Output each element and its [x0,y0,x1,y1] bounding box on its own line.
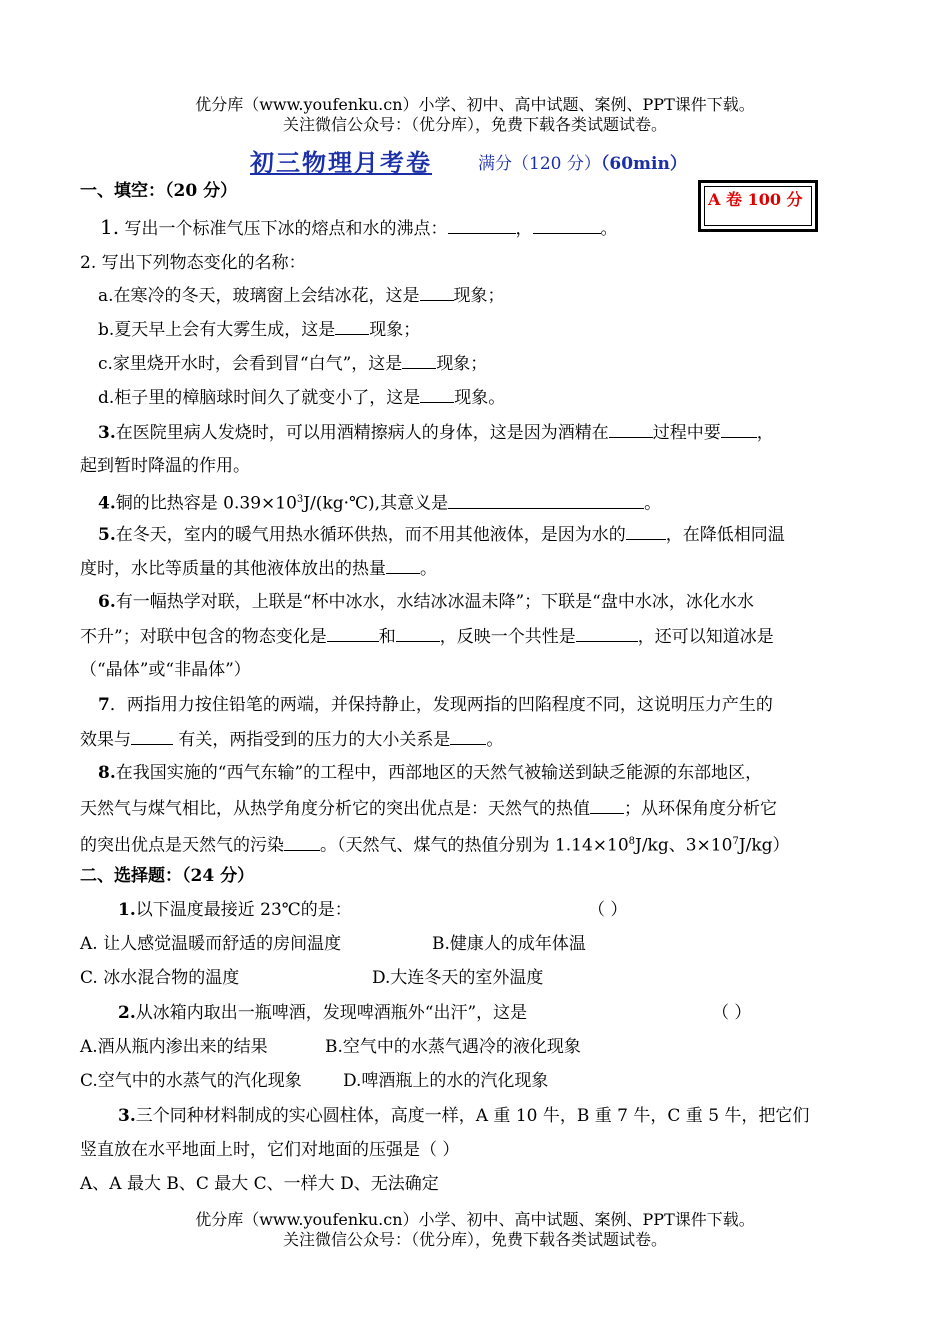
s2-q3-options[interactable]: A、A 最大 B、C 最大 C、一样大 D、无法确定 [80,1174,439,1194]
s1-q8-sup1: 8 [628,836,636,847]
s1-q4-end: 。 [644,493,662,514]
s1-q3 [98,421,774,444]
s1-q3-a: 在医院里病人发烧时，可以用酒精擦病人的身体，这是因为酒精在 [115,423,609,443]
blank[interactable] [131,728,173,745]
s1-q8-g: J/kg） [738,835,790,856]
s1-q2-a-post: 现象； [453,286,505,306]
s1-q2-b-pre: b.夏天早上会有大雾生成，这是 [98,320,336,340]
s1-q2-d-post: 现象。 [454,388,506,408]
s2-q1-stem-text: 以下温度最接近 23℃的是： [135,900,352,920]
s1-q7-num: 7 [98,695,110,715]
s2-q2-option-a[interactable]: A.酒从瓶内渗出来的结果 [80,1037,268,1057]
s1-q8-d: 的突出优点是天然气的污染 [80,835,284,856]
s1-q2-b [98,318,420,341]
blank[interactable] [396,625,440,642]
paper-a-badge [698,180,818,232]
blank[interactable] [386,557,420,574]
time-limit: （60min） [600,154,687,174]
score-note [478,152,687,176]
s2-q1-option-b[interactable]: B.健康人的成年体温 [432,934,586,954]
s1-q8-line2 [80,797,777,820]
s2-q1-num: 1. [118,900,136,920]
s1-q6-line3: （“晶体”或“非晶体”） [80,660,251,680]
blank[interactable] [448,217,516,234]
s2-q3-num: 3. [118,1106,136,1126]
section2-heading: 二、选择题：（24 分） [80,866,255,886]
blank[interactable] [420,386,454,403]
s1-q4-a: 铜的比热容是 0.39×10 [115,493,297,514]
s1-q5-end: 。 [420,559,437,579]
s1-q2-a [98,284,505,307]
s1-q7-b: 效果与 [80,730,131,750]
s1-q8-line3 [80,831,790,857]
blank[interactable] [402,352,436,369]
footer-line-2: 关注微信公众号：（优分库），免费下载各类试题试卷。 [282,1230,667,1249]
s2-q2-num: 2. [118,1003,136,1023]
s2-q3-stem-line2: 竖直放在水平地面上时，它们对地面的压强是（ ） [80,1140,460,1160]
s2-q2-stem [118,1002,527,1024]
s1-q7-c: 有关，两指受到的压力的大小关系是 [173,730,451,750]
s1-q6-a: 有一幅热学对联，上联是“杯中冰水，水结冰冰温未降”；下联是“盘中水冰，冰化水水 [115,592,754,612]
s1-q5-line2 [80,557,437,580]
blank[interactable] [533,217,601,234]
s1-q1 [100,216,618,240]
s2-q1-option-c[interactable]: C. 冰水混合物的温度 [80,968,240,988]
paper-a-badge-label: A 卷 100 分 [708,190,803,209]
s1-q5 [98,523,785,546]
blank[interactable] [335,318,369,335]
s1-q7-end: 。 [486,730,504,750]
s1-q2-d-pre: d.柜子里的樟脑球时间久了就变小了，这是 [98,388,421,408]
s1-q3-c: ， [756,423,774,443]
s1-q7-a: ．两指用力按住铅笔的两端，并保持静止，发现两指的凹陷程度不同，这说明压力产生的 [109,695,773,715]
s1-q1-text: 写出一个标准气压下冰的熔点和水的沸点： [119,219,448,239]
section1-heading: 一、填空：（20 分） [80,181,238,201]
s2-q1-stem [118,899,352,921]
s1-q6-b: 不升”；对联中包含的物态变化是 [80,627,327,647]
s1-q5-a: 在冬天，室内的暖气用热水循环供热，而不用其他液体，是因为水的 [115,525,626,545]
s1-q7-line2 [80,728,503,751]
full-score: 满分（120 分） [478,154,601,174]
s1-q6-num: 6. [98,592,116,612]
s2-q1-answer-paren[interactable]: （ ） [588,900,628,920]
s1-q3-line2: 起到暂时降温的作用。 [80,456,250,476]
blank[interactable] [420,284,454,301]
s1-q8 [98,762,762,784]
blank[interactable] [721,421,757,438]
s1-q2-c-post: 现象； [436,354,488,374]
page-title: 初三物理月考卷 [250,148,432,177]
s1-q3-num: 3. [98,423,116,443]
blank[interactable] [284,834,320,851]
s2-q3-stem [118,1105,809,1127]
s1-q2-b-post: 现象； [369,320,421,340]
blank[interactable] [590,797,624,814]
s1-q4-num: 4. [98,493,116,514]
s2-q2-option-b[interactable]: B.空气中的水蒸气遇冷的液化现象 [325,1037,581,1057]
s1-q2-d [98,386,505,409]
s1-q8-sup2: 7 [732,836,739,847]
blank[interactable] [448,492,644,509]
s1-q6-c: 和 [378,627,396,647]
blank[interactable] [626,523,666,540]
s2-q1-option-a[interactable]: A. 让人感觉温暖而舒适的房间温度 [80,934,342,954]
blank[interactable] [576,625,638,642]
s1-q8-c: ；从环保角度分析它 [624,799,777,819]
blank[interactable] [609,421,653,438]
s2-q3-stem-text: 三个同种材料制成的实心圆柱体，高度一样，A 重 10 牛，B 重 7 牛，C 重 5 牛，把它们 [135,1106,810,1126]
s1-q6-d: ，反映一个共性是 [439,627,576,647]
s1-q6-e: ，还可以知道冰是 [637,627,774,647]
s1-q5-b: ，在降低相同温 [665,525,785,545]
s1-q8-num: 8. [98,763,116,783]
s1-q1-num: 1. [100,215,120,239]
s1-q3-b: 过程中要 [652,423,721,443]
s2-q2-option-d[interactable]: D.啤酒瓶上的水的汽化现象 [343,1071,549,1091]
s1-q8-b: 天然气与煤气相比，从热学角度分析它的突出优点是：天然气的热值 [80,799,590,819]
s2-q2-option-c[interactable]: C.空气中的水蒸气的汽化现象 [80,1071,302,1091]
s2-q1-option-d[interactable]: D.大连冬天的室外温度 [372,968,544,988]
s1-q4-sup: 3 [296,494,304,505]
s1-q2-c-pre: c.家里烧开水时，会看到冒“白气”，这是 [98,354,403,374]
s1-q8-e: 。（天然气、煤气的热值分别为 1.14×10 [320,835,629,856]
s1-q5-c: 度时，水比等质量的其他液体放出的热量 [80,559,386,579]
header-line-2: 关注微信公众号：（优分库），免费下载各类试题试卷。 [282,115,667,134]
s1-q5-num: 5. [98,525,116,545]
s1-q6 [98,591,754,613]
s1-q7 [98,694,773,716]
s1-q8-a: 在我国实施的“西气东输”的工程中，西部地区的天然气被输送到缺乏能源的东部地区， [115,763,763,783]
s1-q2-c [98,352,487,375]
s2-q2-stem-text: 从冰箱内取出一瓶啤酒，发现啤酒瓶外“出汗”，这是 [135,1003,528,1023]
s2-q2-answer-paren[interactable]: （ ） [712,1003,752,1023]
s1-q1-end: 。 [600,219,618,239]
s1-q2-a-pre: a.在寒冷的冬天，玻璃窗上会结冰花，这是 [98,286,420,306]
s1-q4-b: J/(kg·℃),其意义是 [303,493,449,514]
s1-q2-stem: 2. 写出下列物态变化的名称： [80,253,306,273]
header-line-1: 优分库（www.youfenku.cn）小学、初中、高中试题、案例、PPT课件下载。 [195,95,755,114]
blank[interactable] [327,625,379,642]
blank[interactable] [450,728,486,745]
s1-q8-f: J/kg、3×10 [635,835,733,856]
s1-q4 [98,489,661,515]
s1-q6-line2 [80,625,774,648]
footer-line-1: 优分库（www.youfenku.cn）小学、初中、高中试题、案例、PPT课件下载。 [195,1210,755,1229]
s1-q1-sep: ， [515,219,533,239]
